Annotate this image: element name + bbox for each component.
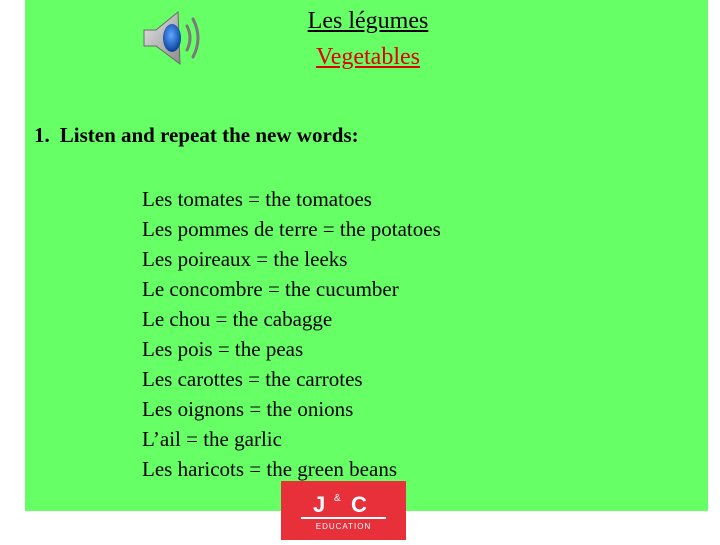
vocabulary-item: Les haricots = the green beans xyxy=(142,457,397,481)
logo-letter-j: J xyxy=(313,492,326,517)
jc-education-logo xyxy=(281,481,406,540)
vocabulary-item: Les pommes de terre = the potatoes xyxy=(142,217,441,241)
instruction-text: Listen and repeat the new words: xyxy=(59,123,359,147)
vocabulary-item: Les poireaux = the leeks xyxy=(142,247,348,271)
instruction-number: 1. xyxy=(34,123,50,147)
vocabulary-item: Le chou = the cabagge xyxy=(142,307,333,331)
logo-letter-c: C xyxy=(351,492,367,517)
title-french: Les légumes xyxy=(307,8,429,34)
vocabulary-item: Le concombre = the cucumber xyxy=(142,277,399,301)
logo-subtitle: EDUCATION xyxy=(315,522,372,531)
vocabulary-item: Les carottes = the carrotes xyxy=(142,367,363,391)
vocabulary-item: Les tomates = the tomatoes xyxy=(142,187,372,211)
title-english: Vegetables xyxy=(316,44,420,70)
logo-mark xyxy=(281,481,406,540)
vocabulary-item: Les oignons = the onions xyxy=(142,397,354,421)
vocabulary-list xyxy=(142,184,441,484)
instruction xyxy=(34,123,359,148)
vocabulary-item: Les pois = the peas xyxy=(142,337,304,361)
logo-ampersand: & xyxy=(334,493,341,504)
vocabulary-item: L’ail = the garlic xyxy=(142,427,282,451)
